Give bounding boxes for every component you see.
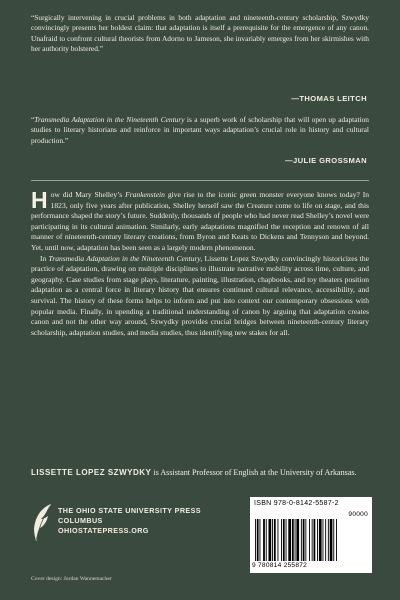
description-p1-rest: give rise to the iconic green monster everyone knows today? In 1823, only five years after publication, Shelley herself saw the Creature come to life on stage, and this performance shaped the story’s future. Suddenly, thousands of people who had never read Shelley’s novel were participating in its cultural animation. Similarly, early adaptations magnified the reception and renown of all manner of nineteenth-century literary creations, from Byron and Keats to Dickens and Tennyson and beyond. Yet, until now, adaptation has been seen as a largely modern phenomenon. [31,190,370,252]
description-p2-rest: Lissette Lopez Szwydky convincingly historicizes the practice of adaptation, drawing on multiple disciplines to illustrate narrative mobility across time, culture, and geography. Case studies from stage plays, literature, painting, illustration, chapbooks, and toy theaters position adaptation as a central force in literary history that ensures continued cultural relevance, accessibility, and survival. The history of these forms helps to inform and put into context our contemporary obsessions with popular media. Finally, in upending a traditional understanding of canon by arguing that adaptation creates canon and not the other way around, Szwydky provides crucial bridges between nineteenth-century literary scholarship, adaptation studies, and media studies, thus identifying new stakes for all. [31,253,369,337]
publisher-block [58,506,201,537]
blurb-leitch-text: “Surgically intervening in crucial problems in both adaptation and nineteenth-century scholarship, Szwydky convincingly presents her boldest claim: that adaptation is itself a prerequisite for the emergence of any canon. Unafraid to confront cultural theorists from Adorno to Jameson, she invariably emerges from her skirmishes with her authority bolstered.” [31,13,369,54]
barcode-bar [266,519,267,561]
barcode-bar [301,519,302,561]
barcode-digits: 9 780814 255872 [252,562,308,569]
author-bio [31,467,369,478]
barcode-bar [305,519,306,561]
description-p1-start: ow did Mary Shelley’s [50,190,126,199]
price-code: 90000 [348,511,368,518]
barcode-bar [263,519,265,561]
section-divider [31,180,369,181]
author-name: LISSETTE LOPEZ SZWYDKY [31,468,152,477]
cover-design-credit: Cover design: Jordan Wannemacher [31,576,112,582]
barcode-bar [333,519,334,561]
barcode-bar [314,519,316,561]
barcode-bar [281,519,282,561]
barcode-bar [269,519,272,561]
barcode-bars [255,519,367,561]
blurb-leitch [31,13,369,55]
publisher-website: OHIOSTATEPRESS.ORG [58,526,149,536]
barcode-bar [325,519,326,561]
blurb-grossman [31,115,369,146]
barcode-bar [296,519,299,561]
isbn-barcode [250,497,372,573]
barcode-bar [328,519,329,561]
barcode-bar [286,519,287,561]
barcode-bar [317,519,318,561]
description-p2-start: In [40,253,49,263]
description-p2-title: Transmedia Adaptation in the Nineteenth Century, [48,253,203,263]
barcode-bar [303,519,305,561]
description-paragraph-1 [31,187,370,254]
publisher-city: COLUMBUS [58,516,103,526]
barcode-bar [312,519,313,561]
description-p1-title: Frankenstein [125,190,165,199]
barcode-bar [288,519,291,561]
barcode-bar [278,519,279,561]
barcode-bar [319,519,322,561]
blurb-grossman-book-title: Transmedia Adaptation in the Nineteenth Century [34,115,185,124]
book-description [31,187,370,338]
blurb-grossman-attribution: —JULIE GROSSMAN [285,156,367,165]
description-paragraph-2 [31,254,369,339]
publisher-name: THE OHIO STATE UNIVERSITY PRESS [58,506,201,515]
barcode-bar [260,519,261,561]
barcode-bar [330,519,333,561]
blurb-grossman-quote-open: “ [31,115,35,124]
blurb-leitch-attribution: —THOMAS LEITCH [291,94,367,103]
quill-feather-icon [31,503,53,543]
barcode-bar [272,519,273,561]
blurb-grossman-text: is a superb work of scholarship that will open up adaptation studies to literary historians and reinforce in important ways adaptation’s crucial role in history and cultural production.” [31,115,369,145]
barcode-bar [309,519,310,561]
barcode-bar [292,519,294,561]
barcode-bar [295,519,296,561]
author-bio-text: is Assistant Professor of English at the University of Arkansas. [151,468,357,477]
barcode-bar [283,519,285,561]
isbn-number: ISBN 978-0-8142-5587-2 [254,500,339,507]
barcode-bar [323,519,324,561]
barcode-bar [274,519,276,561]
drop-cap: H [31,187,48,213]
barcode-bar [255,519,256,561]
barcode-bar [336,519,337,561]
barcode-bar [257,519,259,561]
